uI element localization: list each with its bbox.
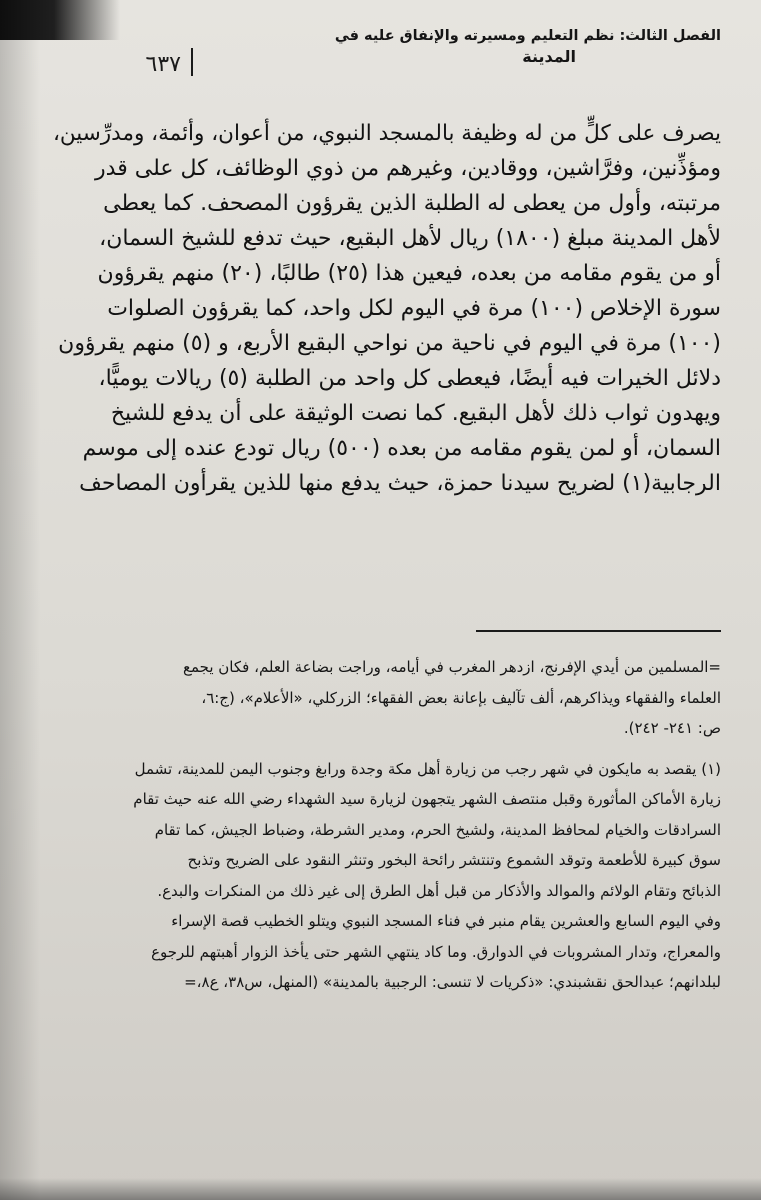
footnote-continued-line: =المسلمين من أيدي الإفرنج، ازدهر المغرب في أيامه، وراجت بضاعة العلم، فكان يجمع <box>183 658 721 676</box>
running-header <box>81 18 721 78</box>
body-line: دلائل الخيرات فيه أيضًا، فيعطى كل واحد من الطلبة (٥) ريالات يوميًّا، <box>98 366 721 391</box>
body-line: ويهدون ثواب ذلك لأهل البقيع. كما نصت الوثيقة على أن يدفع للشيخ <box>110 401 721 426</box>
body-line: الرجابية(١) لضريح سيدنا حمزة، حيث يدفع منها للذين يقرأون المصاحف <box>79 471 721 496</box>
footnote-1-line: لبلدانهم؛ عبدالحق نقشبندي: «ذكريات لا تنسى: الرجبية بالمدينة» (المنهل، س٣٨، ع٨،= <box>184 973 721 991</box>
body-line: السمان، أو لمن يقوم مقامه من بعده (٥٠٠) ريال تودع عنده إلى موسم <box>82 436 721 461</box>
footnote-1-line: سوق كبيرة للأطعمة وتوقد الشموع وتنتشر رائحة البخور وتنثر النقود على الضريح وتذبح <box>187 851 721 869</box>
body-line: سورة الإخلاص (١٠٠) مرة في اليوم لكل واحد، كما يقرؤون الصلوات <box>107 296 721 321</box>
footnote-1-line: وفي اليوم السابع والعشرين يقام منبر في فناء المسجد النبوي ويتلو الخطيب قصة الإسراء <box>171 912 721 930</box>
footnote-1-line: السرادقات والخيام لمحافظ المدينة، ولشيخ الحرم، ومدير الشرطة، وضباط الجيش، كما تقام <box>154 820 721 839</box>
footnote-spacer <box>41 744 721 754</box>
chapter-title: الفصل الثالث: نظم التعليم ومسيرته والإنفاق عليه في <box>334 28 721 44</box>
body-line: لأهل المدينة مبلغ (١٨٠٠) ريال لأهل البقيع، حيث تدفع للشيخ السمان، <box>99 226 721 251</box>
footnotes <box>41 652 721 998</box>
body-line: يصرف على كلٍّ من له وظيفة بالمسجد النبوي، من أعوان، وأئمة، ومدرِّسين، <box>52 121 721 146</box>
footnote-1-line: (١) يقصد به مايكون في شهر رجب من زيارة أهل مكة وجدة ورابغ وجنوب اليمن للمدينة، تشمل <box>134 759 721 778</box>
footnote-continued-line: العلماء والفقهاء ويذاكرهم، ألف تآليف بإعانة بعض الفقهاء؛ الزركلي، «الأعلام»، (ج:٦، <box>201 688 721 707</box>
page-bottom-edge <box>0 1178 761 1200</box>
footnote-continued-line: ص: ٢٤١- ٢٤٢). <box>623 719 721 737</box>
page-shadow-left <box>0 0 40 1200</box>
body-line: مرتبته، وأول من يعطى له الطلبة الذين يقرؤون المصحف. كما يعطى <box>103 191 721 216</box>
body-line: ومؤذِّنين، وفرَّاشين، ووقادين، وغيرهم من ذوي الوظائف، كل على قدر <box>95 156 721 181</box>
main-body-text <box>41 116 721 501</box>
footnote-1-line: الذبائح وتقام الولائم والموالد والأذكار من قبل أهل الطرق إلى غير ذلك من المنكرات والبدع. <box>157 881 721 900</box>
page-number: ٦٣٧ <box>145 52 181 77</box>
footnote-1-line: والمعراج، وتدار المشروبات في الدوارق. وما كاد ينتهي الشهر حتى يأخذ الزوار أهبتهم للرجوع <box>151 942 721 961</box>
body-line: (١٠٠) مرة في اليوم في ناحية من نواحي البقيع الأربع، و (٥) منهم يقرؤون <box>58 331 721 356</box>
body-line: أو من يقوم مقامه من بعده، فيعين هذا (٢٥) طالبًا، (٢٠) منهم يقرؤون <box>97 261 721 286</box>
chapter-title-end: المدينة <box>522 47 576 66</box>
footnote-divider <box>476 630 721 632</box>
footnote-1-line: زيارة الأماكن المأثورة وقبل منتصف الشهر يتجهون لزيارة سيد الشهداء رضي الله عنه حيث تقام <box>133 790 721 808</box>
header-divider <box>191 48 193 76</box>
